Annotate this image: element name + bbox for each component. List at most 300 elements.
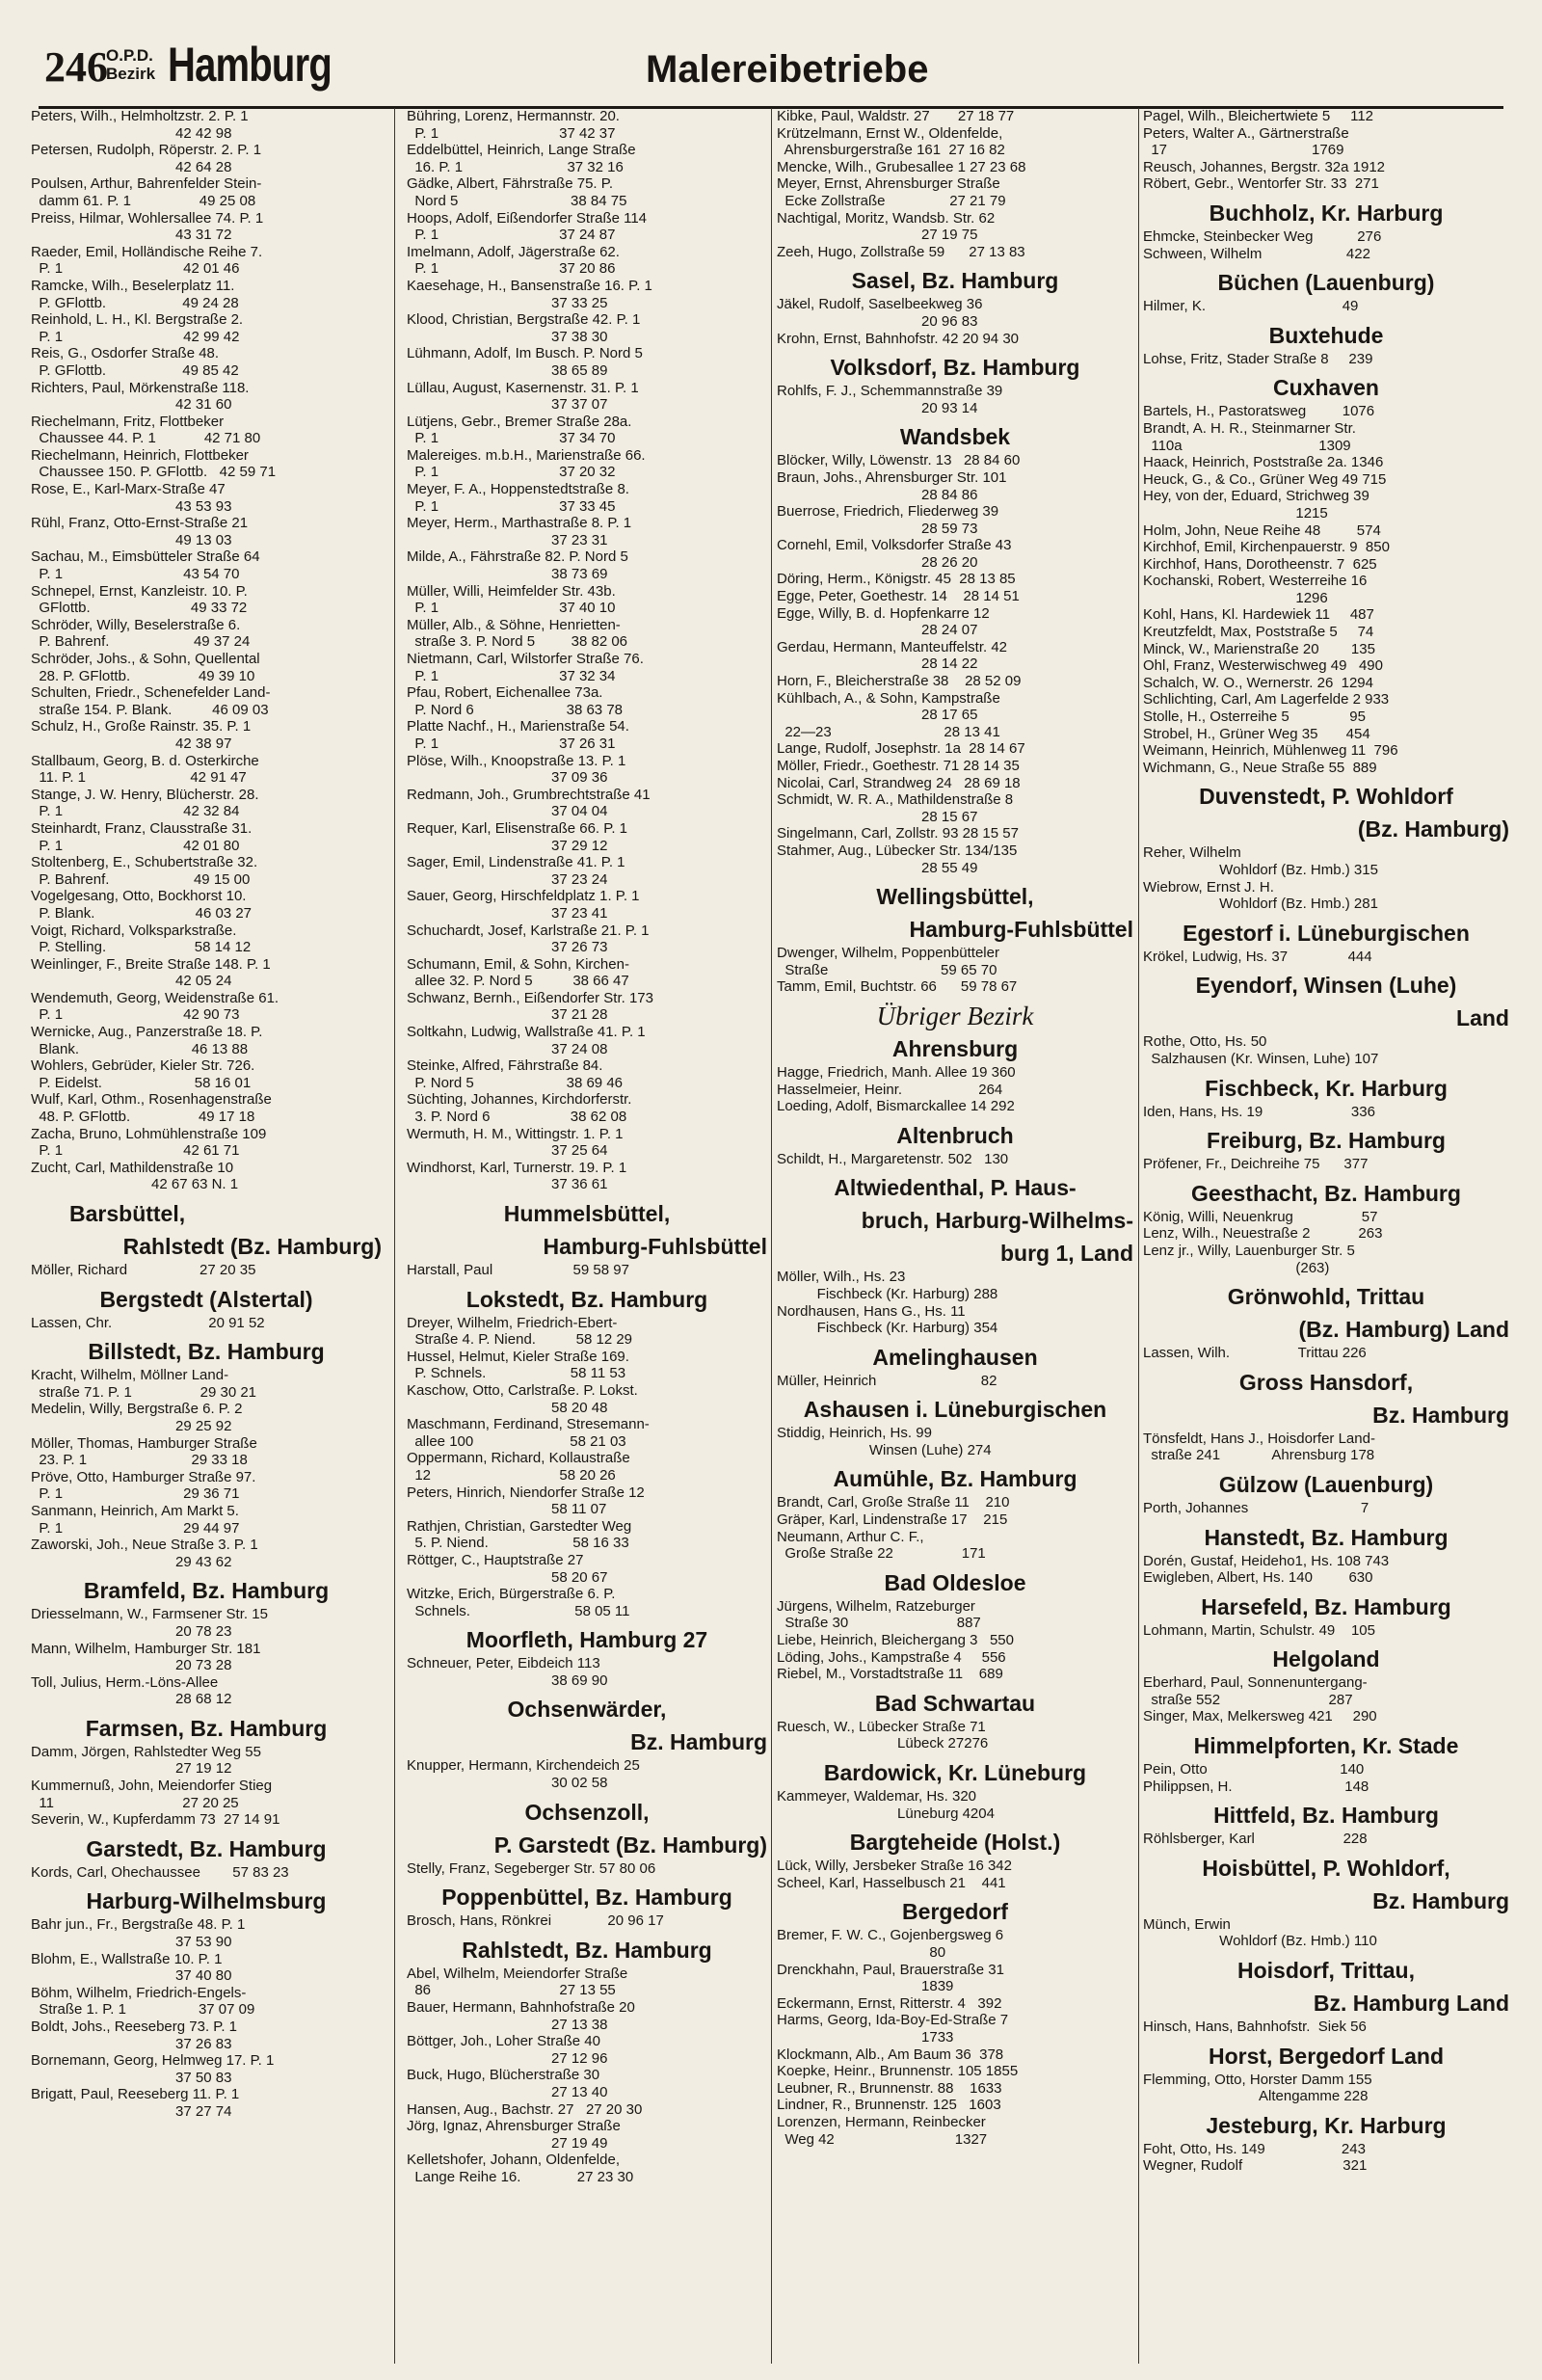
directory-entry: Böttger, Joh., Loher Straße 40: [407, 2033, 600, 2050]
directory-entry: Gerdau, Hermann, Manteuffelstr. 42: [777, 638, 1008, 655]
directory-entry: Severin, W., Kupferdamm 73 27 14 91: [31, 1811, 280, 1829]
place-heading: Harsefeld, Bz. Hamburg: [1201, 1593, 1451, 1619]
directory-entry: Foht, Otto, Hs. 149 243: [1143, 2140, 1366, 2157]
directory-entry: P. 1 37 40 10: [407, 600, 616, 617]
directory-entry: Hussel, Helmut, Kieler Straße 169.: [407, 1348, 629, 1365]
directory-entry: Nicolai, Carl, Strandweg 24 28 69 18: [777, 774, 1021, 791]
directory-entry: Kords, Carl, Ohechaussee 57 83 23: [31, 1863, 289, 1881]
directory-entry: Nord 5 38 84 75: [407, 192, 627, 209]
directory-entry: 38 73 69: [407, 566, 608, 583]
directory-entry: Stiddig, Heinrich, Hs. 99: [777, 1425, 932, 1442]
directory-entry: Pröve, Otto, Hamburger Straße 97.: [31, 1468, 256, 1485]
directory-entry: Buerrose, Friedrich, Fliederweg 39: [777, 503, 999, 521]
directory-entry: P. Schnels. 58 11 53: [407, 1365, 626, 1382]
directory-entry: Böhm, Wilhelm, Friedrich-Engels-: [31, 1984, 247, 2001]
directory-entry: Voigt, Richard, Volksparkstraße.: [31, 922, 237, 939]
directory-entry: Eddelbüttel, Heinrich, Lange Straße: [407, 142, 636, 159]
directory-entry: Schulten, Friedr., Schenefelder Land-: [31, 684, 271, 702]
page-header: [39, 29, 1503, 109]
place-heading: Bramfeld, Bz. Hamburg: [83, 1578, 330, 1604]
directory-entry: Fischbeck (Kr. Harburg) 354: [777, 1320, 998, 1337]
directory-entry: Möller, Friedr., Goethestr. 71 28 14 35: [777, 758, 1020, 774]
directory-entry: Röttger, C., Hauptstraße 27: [407, 1551, 584, 1568]
directory-entry: Krützelmann, Ernst W., Oldenfelde,: [777, 124, 1003, 142]
directory-entry: Plöse, Wilh., Knoopstraße 13. P. 1: [407, 752, 626, 769]
directory-entry: Philippsen, H. 148: [1143, 1778, 1369, 1795]
place-heading: Bz. Hamburg Land: [1313, 1991, 1509, 2017]
place-heading: Übriger Bezirk: [876, 1001, 1034, 1030]
directory-entry: 42 05 24: [31, 973, 232, 990]
directory-entry: Schween, Wilhelm 422: [1143, 245, 1370, 262]
place-heading: Ochsenzoll,: [524, 1799, 650, 1825]
directory-entry: Riechelmann, Fritz, Flottbeker: [31, 413, 225, 430]
directory-entry: Blöcker, Willy, Löwenstr. 13 28 84 60: [777, 452, 1021, 469]
place-heading: Farmsen, Bz. Hamburg: [85, 1715, 328, 1741]
directory-entry: Abel, Wilhelm, Meiendorfer Straße: [407, 1965, 628, 1982]
directory-entry: Dwenger, Wilhelm, Poppenbütteler: [777, 945, 999, 962]
directory-entry: 37 50 83: [31, 2069, 232, 2086]
directory-entry: Scheel, Karl, Hasselbusch 21 441: [777, 1874, 1006, 1891]
directory-entry: Möller, Thomas, Hamburger Straße: [31, 1434, 257, 1452]
directory-entry: Peters, Walter A., Gärtnerstraße: [1143, 124, 1349, 142]
directory-entry: Iden, Hans, Hs. 19 336: [1143, 1103, 1375, 1120]
directory-entry: P. Nord 5 38 69 46: [407, 1074, 624, 1091]
directory-entry: Wohldorf (Bz. Hmb.) 315: [1143, 862, 1378, 878]
directory-entry: Stoltenberg, E., Schubertstraße 32.: [31, 854, 258, 871]
directory-entry: Lück, Willy, Jersbeker Straße 16 342: [777, 1858, 1012, 1875]
directory-entry: Raeder, Emil, Holländische Reihe 7.: [31, 243, 263, 260]
place-heading: (Bz. Hamburg): [1357, 816, 1509, 842]
directory-entry: Harstall, Paul 59 58 97: [407, 1262, 629, 1278]
directory-entry: Kaesehage, H., Bansenstraße 16. P. 1: [407, 277, 652, 294]
directory-entry: 37 23 31: [407, 531, 608, 548]
directory-entry: Krökel, Ludwig, Hs. 37 444: [1143, 948, 1372, 965]
place-heading: Aumühle, Bz. Hamburg: [833, 1466, 1077, 1492]
directory-entry: Hansen, Aug., Bachstr. 27 27 20 30: [407, 2100, 643, 2118]
directory-entry: Sauer, Georg, Hirschfeldplatz 1. P. 1: [407, 888, 640, 905]
directory-entry: P. 1 42 61 71: [31, 1142, 240, 1160]
directory-entry: Wernicke, Aug., Panzerstraße 18. P.: [31, 1024, 263, 1041]
directory-entry: 48. P. GFlottb. 49 17 18: [31, 1109, 255, 1126]
directory-entry: Fischbeck (Kr. Harburg) 288: [777, 1285, 998, 1302]
directory-entry: Hilmer, K. 49: [1143, 298, 1359, 315]
directory-entry: 27 19 12: [31, 1760, 232, 1778]
place-heading: Hamburg-Fuhlsbüttel: [909, 917, 1133, 943]
directory-entry: 37 36 61: [407, 1176, 608, 1193]
directory-entry: 28 14 22: [777, 655, 978, 673]
directory-entry: straße 3. P. Nord 5 38 82 06: [407, 633, 628, 651]
directory-entry: Redmann, Joh., Grumbrechtstraße 41: [407, 786, 651, 803]
directory-entry: Bauer, Hermann, Bahnhofstraße 20: [407, 1999, 635, 2017]
directory-entry: 22—23 28 13 41: [777, 723, 1000, 740]
column-divider: [394, 108, 395, 2364]
directory-entry: Schwanz, Bernh., Eißendorfer Str. 173: [407, 989, 653, 1006]
directory-entry: Lassen, Wilh. Trittau 226: [1143, 1345, 1367, 1362]
directory-entry: P. 1 37 42 37: [407, 124, 616, 142]
directory-entry: Loeding, Adolf, Bismarckallee 14 292: [777, 1098, 1015, 1115]
directory-entry: Weimann, Heinrich, Mühlenweg 11 796: [1143, 742, 1398, 760]
directory-entry: 37 53 90: [31, 1934, 232, 1951]
directory-entry: 1215: [1143, 504, 1328, 521]
directory-entry: P. 1 37 32 34: [407, 667, 616, 684]
directory-entry: Röbert, Gebr., Wentorfer Str. 33 271: [1143, 175, 1379, 193]
directory-entry: P. 1 29 36 71: [31, 1485, 240, 1503]
directory-entry: 37 29 12: [407, 837, 608, 854]
directory-entry: Stahmer, Aug., Lübecker Str. 134/135: [777, 842, 1018, 859]
directory-entry: Zacha, Bruno, Lohmühlenstraße 109: [31, 1125, 267, 1142]
directory-entry: Lenz, Wilh., Neuestraße 2 263: [1143, 1225, 1383, 1243]
directory-entry: Leubner, R., Brunnenstr. 88 1633: [777, 2079, 1002, 2097]
place-heading: Egestorf i. Lüneburgischen: [1183, 920, 1470, 946]
directory-entry: Lange Reihe 16. 27 23 30: [407, 2168, 634, 2185]
directory-entry: P. 1 37 24 87: [407, 227, 616, 244]
directory-entry: Haack, Heinrich, Poststraße 2a. 1346: [1143, 454, 1384, 471]
directory-entry: Brigatt, Paul, Reeseberg 11. P. 1: [31, 2086, 240, 2103]
place-heading: Horst, Bergedorf Land: [1208, 2043, 1445, 2069]
directory-entry: P. 1 29 44 97: [31, 1519, 240, 1537]
directory-entry: 1733: [777, 2028, 954, 2046]
place-heading: Himmelpforten, Kr. Stade: [1193, 1733, 1459, 1759]
directory-entry: Münch, Erwin: [1143, 1915, 1231, 1933]
bezirk-label: Bezirk: [106, 65, 156, 83]
directory-entry: Schneuer, Peter, Eibdeich 113: [407, 1655, 600, 1672]
directory-entry: Malereiges. m.b.H., Marienstraße 66.: [407, 446, 646, 464]
directory-entry: Lange, Rudolf, Josephstr. 1a 28 14 67: [777, 740, 1025, 758]
place-heading: Barsbüttel,: [69, 1201, 186, 1226]
place-heading: Cuxhaven: [1273, 375, 1379, 401]
directory-entry: Chaussee 150. P. GFlottb. 42 59 71: [31, 464, 277, 481]
directory-entry: Blank. 46 13 88: [31, 1040, 249, 1057]
place-heading: Hoisdorf, Trittau,: [1237, 1958, 1415, 1984]
directory-entry: P. 1 37 34 70: [407, 430, 616, 447]
directory-entry: P. GFlottb. 49 85 42: [31, 361, 239, 379]
directory-entry: 42 38 97: [31, 735, 232, 752]
directory-entry: Reinhold, L. H., Kl. Bergstraße 2.: [31, 311, 244, 329]
place-heading: Moorfleth, Hamburg 27: [465, 1627, 708, 1653]
directory-entry: Müller, Heinrich 82: [777, 1372, 997, 1389]
directory-entry: Straße 30 887: [777, 1615, 981, 1632]
directory-entry: Flemming, Otto, Horster Damm 155: [1143, 2071, 1372, 2088]
directory-entry: Strobel, H., Grüner Weg 35 454: [1143, 725, 1370, 742]
directory-entry: Holm, John, Neue Reihe 48 574: [1143, 521, 1381, 539]
directory-entry: Milde, A., Fährstraße 82. P. Nord 5: [407, 548, 628, 566]
directory-entry: Dreyer, Wilhelm, Friedrich-Ebert-: [407, 1314, 618, 1331]
directory-entry: Rothe, Otto, Hs. 50: [1143, 1033, 1267, 1051]
page-number: 246: [44, 43, 108, 91]
directory-entry: Löding, Johs., Kampstraße 4 556: [777, 1648, 1006, 1666]
directory-entry: Braun, Johs., Ahrensburger Str. 101: [777, 468, 1007, 486]
place-heading: Bz. Hamburg: [1372, 1887, 1509, 1913]
directory-entry: Riechelmann, Heinrich, Flottbeker: [31, 446, 249, 464]
directory-entry: Ewigleben, Albert, Hs. 140 630: [1143, 1569, 1373, 1587]
directory-entry: Zucht, Carl, Mathildenstraße 10: [31, 1159, 234, 1176]
directory-entry: 37 04 04: [407, 803, 608, 820]
directory-entry: Schnepel, Ernst, Kanzleistr. 10. P.: [31, 582, 248, 600]
directory-entry: 80: [777, 1943, 946, 1961]
directory-entry: Damm, Jörgen, Rahlstedter Weg 55: [31, 1743, 261, 1760]
directory-entry: Minck, W., Marienstraße 20 135: [1143, 640, 1375, 657]
directory-entry: 27 19 75: [777, 227, 978, 244]
directory-entry: P. 1 42 01 80: [31, 837, 240, 854]
directory-entry: 11. P. 1 42 91 47: [31, 769, 247, 787]
place-heading: Jesteburg, Kr. Harburg: [1206, 2112, 1447, 2138]
directory-entry: Lorenzen, Hermann, Reinbecker: [777, 2113, 986, 2130]
city-title: Hamburg: [168, 38, 332, 92]
directory-entry: Singer, Max, Melkersweg 421 290: [1143, 1708, 1377, 1725]
directory-entry: Cornehl, Emil, Volksdorfer Straße 43: [777, 537, 1012, 554]
directory-entry: 37 26 83: [31, 2035, 232, 2052]
place-heading: Lokstedt, Bz. Hamburg: [465, 1286, 708, 1312]
directory-entry: Lühmann, Adolf, Im Busch. P. Nord 5: [407, 345, 643, 362]
directory-entry: Sachau, M., Eimsbütteler Straße 64: [31, 548, 260, 566]
directory-entry: Lüllau, August, Kasernenstr. 31. P. 1: [407, 379, 639, 396]
directory-entry: Singelmann, Carl, Zollstr. 93 28 15 57: [777, 825, 1019, 842]
directory-entry: 37 26 73: [407, 939, 608, 956]
directory-entry: Poulsen, Arthur, Bahrenfelder Stein-: [31, 175, 262, 193]
directory-entry: 37 23 24: [407, 870, 608, 888]
place-heading: Harburg-Wilhelmsburg: [86, 1888, 327, 1914]
directory-entry: Röhlsberger, Karl 228: [1143, 1831, 1368, 1848]
directory-entry: allee 32. P. Nord 5 38 66 47: [407, 973, 629, 990]
directory-entry: damm 61. P. 1 49 25 08: [31, 192, 256, 209]
directory-entry: Dorén, Gustaf, Heideho1, Hs. 108 743: [1143, 1552, 1390, 1569]
directory-entry: 43 53 93: [31, 497, 232, 515]
directory-entry: straße 71. P. 1 29 30 21: [31, 1383, 257, 1401]
directory-entry: Süchting, Johannes, Kirchdorferstr.: [407, 1091, 632, 1109]
directory-entry: Jürgens, Wilhelm, Ratzeburger: [777, 1597, 975, 1615]
directory-entry: Wegner, Rudolf 321: [1143, 2157, 1368, 2175]
directory-entry: 28 55 49: [777, 859, 978, 876]
place-heading: Bardowick, Kr. Lüneburg: [823, 1760, 1087, 1785]
directory-entry: Hoops, Adolf, Eißendorfer Straße 114: [407, 209, 648, 227]
directory-entry: Salzhausen (Kr. Winsen, Luhe) 107: [1143, 1050, 1379, 1067]
column-3: [777, 108, 1133, 2364]
directory-entry: Kammeyer, Waldemar, Hs. 320: [777, 1788, 977, 1805]
place-heading: Hamburg-Fuhlsbüttel: [543, 1234, 767, 1259]
directory-entry: Lübeck 27276: [777, 1735, 989, 1752]
directory-entry: 27 19 49: [407, 2134, 608, 2152]
directory-entry: Kaschow, Otto, Carlstraße. P. Lokst.: [407, 1381, 638, 1399]
directory-entry: Ohl, Franz, Westerwischweg 49 490: [1143, 657, 1383, 675]
directory-entry: Wulf, Karl, Othm., Rosenhagenstraße: [31, 1091, 272, 1109]
directory-entry: Liebe, Heinrich, Bleichergang 3 550: [777, 1632, 1014, 1649]
place-heading: Sasel, Bz. Hamburg: [851, 268, 1059, 294]
directory-entry: 11 27 20 25: [31, 1794, 239, 1811]
place-heading: Gülzow (Lauenburg): [1218, 1471, 1434, 1497]
directory-entry: Peters, Hinrich, Niendorfer Straße 12: [407, 1484, 645, 1501]
directory-entry: 58 11 07: [407, 1501, 607, 1518]
directory-entry: Tamm, Emil, Buchtstr. 66 59 78 67: [777, 978, 1018, 996]
directory-entry: Meyer, Ernst, Ahrensburger Straße: [777, 175, 1000, 193]
directory-entry: Medelin, Willy, Bergstraße 6. P. 2: [31, 1401, 243, 1418]
directory-entry: Hagge, Friedrich, Manh. Allee 19 360: [777, 1063, 1016, 1081]
directory-entry: Möller, Richard 27 20 35: [31, 1262, 256, 1278]
directory-entry: König, Willi, Neuenkrug 57: [1143, 1208, 1378, 1225]
column-2: [407, 108, 767, 2364]
directory-entry: 30 02 58: [407, 1775, 608, 1792]
place-heading: Billstedt, Bz. Hamburg: [88, 1339, 325, 1365]
directory-entry: 37 38 30: [407, 328, 608, 345]
directory-entry: Gräper, Karl, Lindenstraße 17 215: [777, 1511, 1008, 1529]
place-heading: Grönwohld, Trittau: [1227, 1284, 1425, 1310]
directory-entry: Witzke, Erich, Bürgerstraße 6. P.: [407, 1586, 616, 1603]
directory-entry: Ecke Zollstraße 27 21 79: [777, 192, 1006, 209]
directory-entry: Mencke, Wilh., Grubesallee 1 27 23 68: [777, 158, 1026, 175]
directory-entry: Bahr jun., Fr., Bergstraße 48. P. 1: [31, 1916, 246, 1934]
directory-entry: Lüneburg 4204: [777, 1805, 995, 1822]
directory-entry: Stange, J. W. Henry, Blücherstr. 28.: [31, 786, 259, 803]
directory-entry: Stelly, Franz, Segeberger Str. 57 80 06: [407, 1859, 656, 1877]
directory-entry: Zeeh, Hugo, Zollstraße 59 27 13 83: [777, 243, 1025, 260]
directory-entry: straße 552 287: [1143, 1691, 1353, 1708]
directory-entry: 37 21 28: [407, 1006, 608, 1024]
directory-entry: Pein, Otto 140: [1143, 1761, 1365, 1778]
directory-entry: Wohldorf (Bz. Hmb.) 110: [1143, 1933, 1377, 1950]
directory-entry: Rohlfs, F. J., Schemmannstraße 39: [777, 383, 1003, 400]
directory-entry: Schulz, H., Große Rainstr. 35. P. 1: [31, 718, 252, 735]
directory-entry: Steinke, Alfred, Fährstraße 84.: [407, 1057, 603, 1075]
directory-entry: Sanmann, Heinrich, Am Markt 5.: [31, 1502, 239, 1519]
directory-entry: Schnels. 58 05 11: [407, 1602, 630, 1619]
directory-entry: 17 1769: [1143, 142, 1344, 159]
directory-entry: Steinhardt, Franz, Clausstraße 31.: [31, 819, 253, 837]
directory-entry: P. 1 42 01 46: [31, 260, 240, 278]
directory-entry: Meyer, F. A., Hoppenstedtstraße 8.: [407, 481, 629, 498]
place-heading: Geesthacht, Bz. Hamburg: [1191, 1180, 1461, 1206]
directory-entry: Klood, Christian, Bergstraße 42. P. 1: [407, 311, 641, 329]
place-heading: Buxtehude: [1268, 322, 1384, 348]
directory-entry: Sager, Emil, Lindenstraße 41. P. 1: [407, 854, 625, 871]
directory-entry: Toll, Julius, Herm.-Löns-Allee: [31, 1673, 219, 1691]
place-heading: Rahlstedt, Bz. Hamburg: [462, 1937, 712, 1963]
directory-entry: Eberhard, Paul, Sonnenuntergang-: [1143, 1674, 1368, 1692]
place-heading: Büchen (Lauenburg): [1217, 270, 1435, 296]
directory-entry: Lütjens, Gebr., Bremer Straße 28a.: [407, 413, 632, 430]
directory-entry: 58 20 67: [407, 1568, 608, 1586]
directory-entry: P. Nord 6 38 63 78: [407, 701, 624, 718]
directory-entry: Maschmann, Ferdinand, Stresemann-: [407, 1416, 650, 1433]
directory-entry: Ramcke, Wilh., Beselerplatz 11.: [31, 277, 235, 294]
directory-entry: straße 154. P. Blank. 46 09 03: [31, 701, 269, 718]
directory-entry: Brosch, Hans, Rönkrei 20 96 17: [407, 1912, 664, 1930]
directory-entry: Platte Nachf., H., Marienstraße 54.: [407, 718, 629, 735]
directory-entry: Möller, Wilh., Hs. 23: [777, 1269, 906, 1286]
place-heading: Bargteheide (Holst.): [849, 1830, 1061, 1856]
directory-entry: Requer, Karl, Elisenstraße 66. P. 1: [407, 819, 628, 837]
directory-entry: Kreutzfeldt, Max, Poststraße 5 74: [1143, 624, 1374, 641]
directory-entry: 27 13 38: [407, 2016, 608, 2033]
directory-entry: Buck, Hugo, Blücherstraße 30: [407, 2067, 600, 2084]
directory-entry: Bühring, Lorenz, Hermannstr. 20.: [407, 108, 620, 124]
directory-entry: Vogelgesang, Otto, Bockhorst 10.: [31, 888, 247, 905]
opd-label: O.P.D.: [106, 46, 153, 65]
place-heading: Ashausen i. Lüneburgischen: [803, 1397, 1107, 1423]
directory-entry: Koepke, Heinr., Brunnenstr. 105 1855: [777, 2063, 1019, 2080]
directory-entry: 28 84 86: [777, 486, 978, 503]
directory-entry: allee 100 58 21 03: [407, 1432, 626, 1450]
directory-entry: Lenz jr., Willy, Lauenburger Str. 5: [1143, 1242, 1355, 1259]
place-heading: Bergedorf: [902, 1899, 1008, 1925]
directory-entry: Nachtigal, Moritz, Wandsb. Str. 62: [777, 209, 996, 227]
directory-entry: Döring, Herm., Königstr. 45 28 13 85: [777, 571, 1016, 588]
directory-entry: Reusch, Johannes, Bergstr. 32a 1912: [1143, 158, 1386, 175]
directory-entry: Jäkel, Rudolf, Saselbeekweg 36: [777, 296, 983, 313]
place-heading: Bz. Hamburg: [1372, 1402, 1509, 1428]
directory-entry: 38 69 90: [407, 1671, 608, 1689]
directory-entry: 42 42 98: [31, 124, 232, 142]
directory-entry: Krohn, Ernst, Bahnhofstr. 42 20 94 30: [777, 330, 1020, 347]
directory-entry: 20 78 23: [31, 1622, 232, 1640]
place-heading: Bergstedt (Alstertal): [99, 1286, 313, 1312]
directory-entry: Jörg, Ignaz, Ahrensburger Straße: [407, 2118, 621, 2135]
directory-entry: Ahrensburgerstraße 161 27 16 82: [777, 142, 1005, 159]
directory-entry: Petersen, Rudolph, Röperstr. 2. P. 1: [31, 142, 262, 159]
place-heading: Ahrensburg: [891, 1035, 1019, 1061]
directory-entry: Chaussee 44. P. 1 42 71 80: [31, 430, 261, 447]
directory-entry: 1296: [1143, 589, 1328, 606]
directory-entry: P. Stelling. 58 14 12: [31, 939, 252, 956]
directory-entry: Hasselmeier, Heinr. 264: [777, 1081, 1003, 1098]
directory-entry: Nietmann, Carl, Wilstorfer Straße 76.: [407, 651, 644, 667]
directory-entry: P. 1 37 20 86: [407, 260, 616, 278]
directory-entry: 37 24 08: [407, 1040, 608, 1057]
column-divider: [1138, 108, 1139, 2364]
place-heading: Volksdorf, Bz. Hamburg: [830, 355, 1080, 381]
directory-entry: 20 96 83: [777, 312, 978, 330]
directory-entry: 28 17 65: [777, 707, 978, 724]
directory-entry: 86 27 13 55: [407, 1982, 616, 1999]
directory-entry: Weg 42 1327: [777, 2130, 988, 2148]
directory-entry: Müller, Alb., & Söhne, Henrietten-: [407, 616, 621, 633]
column-4: [1143, 108, 1509, 2364]
place-heading: Ochsenwärder,: [507, 1697, 667, 1723]
directory-entry: Nordhausen, Hans G., Hs. 11: [777, 1302, 966, 1320]
directory-entry: Tönsfeldt, Hans J., Hoisdorfer Land-: [1143, 1430, 1375, 1447]
directory-entry: 29 25 92: [31, 1417, 232, 1434]
directory-entry: 110a 1309: [1143, 437, 1351, 454]
directory-entry: Oppermann, Richard, Kollaustraße: [407, 1450, 630, 1467]
place-heading: Eyendorf, Winsen (Luhe): [1195, 973, 1457, 999]
directory-entry: Winsen (Luhe) 274: [777, 1441, 992, 1458]
directory-entry: Soltkahn, Ludwig, Wallstraße 41. P. 1: [407, 1024, 646, 1041]
directory-entry: Mann, Wilhelm, Hamburger Str. 181: [31, 1640, 261, 1657]
directory-entry: Kohl, Hans, Kl. Hardewiek 11 487: [1143, 606, 1374, 624]
place-heading: P. Garstedt (Bz. Hamburg): [493, 1832, 767, 1858]
directory-entry: Lassen, Chr. 20 91 52: [31, 1314, 265, 1331]
directory-entry: Lohmann, Martin, Schulstr. 49 105: [1143, 1621, 1375, 1639]
directory-entry: P. GFlottb. 49 24 28: [31, 294, 239, 311]
directory-entry: Boldt, Johs., Reeseberg 73. P. 1: [31, 2019, 238, 2035]
directory-entry: Blohm, E., Wallstraße 10. P. 1: [31, 1950, 223, 1967]
place-heading: Amelinghausen: [872, 1344, 1038, 1370]
directory-entry: Hinsch, Hans, Bahnhofstr. Siek 56: [1143, 2019, 1367, 2036]
directory-entry: 37 25 64: [407, 1142, 608, 1160]
directory-entry: Wiebrow, Ernst J. H.: [1143, 878, 1274, 896]
directory-entry: 1839: [777, 1978, 954, 1995]
directory-entry: Kelletshofer, Johann, Oldenfelde,: [407, 2152, 620, 2169]
place-heading: Fischbeck, Kr. Harburg: [1205, 1075, 1448, 1101]
directory-entry: 28 59 73: [777, 520, 978, 537]
directory-entry: Kirchhof, Hans, Dorotheenstr. 7 625: [1143, 555, 1377, 573]
directory-entry: Reis, G., Osdorfer Straße 48.: [31, 345, 220, 362]
column-1: [31, 108, 382, 2364]
directory-entry: Straße 1. P. 1 37 07 09: [31, 2001, 255, 2019]
directory-entry: 37 33 25: [407, 294, 608, 311]
place-heading: Bad Schwartau: [874, 1690, 1036, 1716]
place-heading: Buchholz, Kr. Harburg: [1209, 200, 1444, 226]
directory-entry: 42 64 28: [31, 158, 232, 175]
directory-entry: Reher, Wilhelm: [1143, 844, 1241, 862]
